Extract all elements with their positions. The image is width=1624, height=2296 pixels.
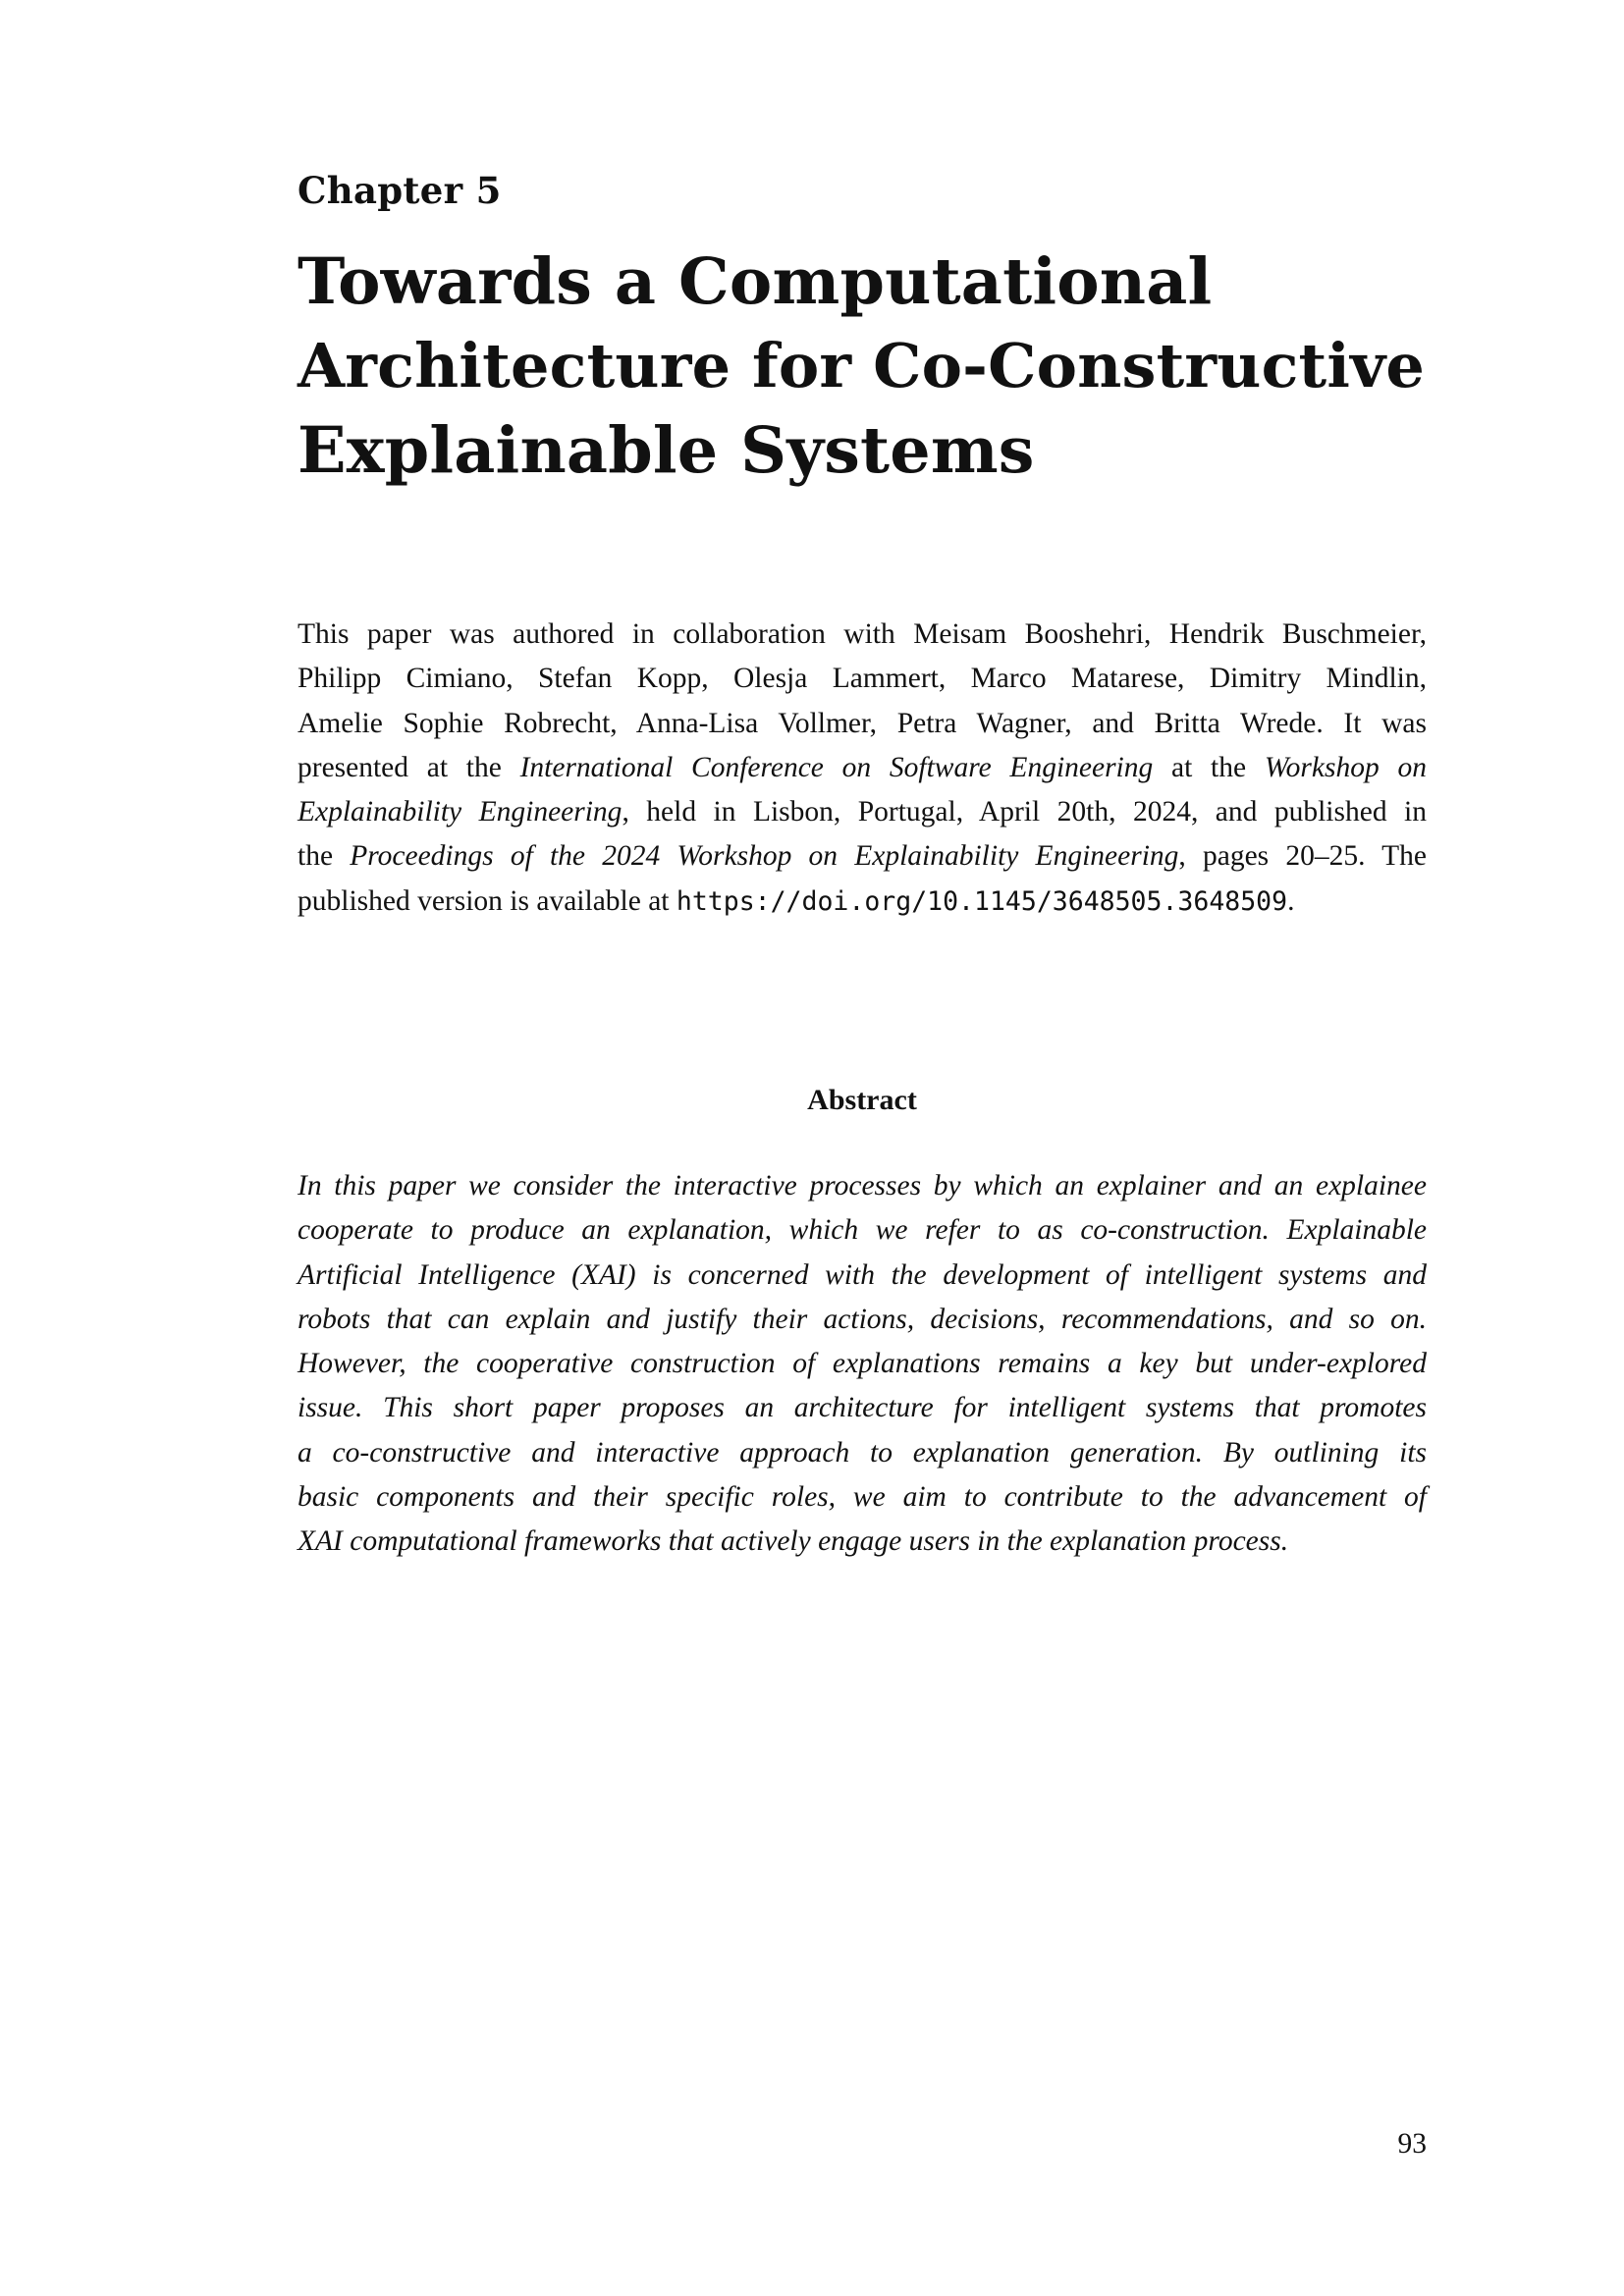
abstract-heading: Abstract	[807, 1084, 917, 1116]
note-line: published version is available at https://doi.org/10.1145/3648505.3648509.	[298, 884, 1295, 917]
authorship-note	[298, 613, 1427, 924]
abstract-line: basic components and their specific roles, we aim to contribute to the advancement of	[298, 1481, 1427, 1514]
chapter-title-line: Architecture for Co-Constructive	[298, 330, 1425, 401]
page-number: 93	[1397, 2128, 1427, 2160]
note-line: presented at the International Conference on Software Engineering at the Workshop on	[298, 751, 1427, 783]
chapter-title-line: Explainable Systems	[298, 413, 1035, 488]
doi-link[interactable]: https://doi.org/10.1145/3648505.3648509	[676, 885, 1288, 917]
note-line: Explainability Engineering, held in Lisbon, Portugal, April 20th, 2024, and published in	[298, 796, 1427, 828]
abstract-line: a co-constructive and interactive approach to explanation generation. By outlining its	[298, 1436, 1427, 1468]
note-line: the Proceedings of the 2024 Workshop on Explainability Engineering, pages 20–25. The	[298, 840, 1428, 873]
abstract-line: issue. This short paper proposes an architecture for intelligent systems that promotes	[298, 1392, 1427, 1424]
abstract-line: XAI computational frameworks that actively engage users in the explanation process.	[298, 1525, 1289, 1558]
proceedings-title: Proceedings of the 2024 Workshop on Explainability Engineering	[350, 840, 1179, 873]
note-line: This paper was authored in collaboration with Meisam Booshehri, Hendrik Buschmeier,	[298, 618, 1427, 650]
abstract-line: Artificial Intelligence (XAI) is concerned with the development of intelligent systems and	[298, 1258, 1427, 1291]
conference-name: International Conference on Software Engineering	[519, 751, 1154, 783]
workshop-name-cont: Explainability Engineering	[298, 796, 623, 828]
abstract-line: In this paper we consider the interactive processes by which an explainer and an explainee	[298, 1170, 1427, 1201]
abstract-line: robots that can explain and justify their actions, decisions, recommendations, and so on.	[298, 1303, 1427, 1335]
workshop-name: Workshop on	[1264, 751, 1427, 783]
chapter-title-line: Towards a Computational	[298, 244, 1213, 319]
note-line: Amelie Sophie Robrecht, Anna-Lisa Vollmer, Petra Wagner, and Britta Wrede. It was	[298, 707, 1427, 739]
abstract-line: cooperate to produce an explanation, which we refer to as co-construction. Explainable	[298, 1214, 1427, 1247]
chapter-title	[298, 240, 1427, 493]
chapter-label: Chapter 5	[298, 169, 502, 212]
note-line: Philipp Cimiano, Stefan Kopp, Olesja Lammert, Marco Matarese, Dimitry Mindlin,	[298, 663, 1427, 695]
abstract-line: However, the cooperative construction of explanations remains a key but under-explored	[298, 1348, 1427, 1380]
abstract-body	[298, 1164, 1427, 1565]
